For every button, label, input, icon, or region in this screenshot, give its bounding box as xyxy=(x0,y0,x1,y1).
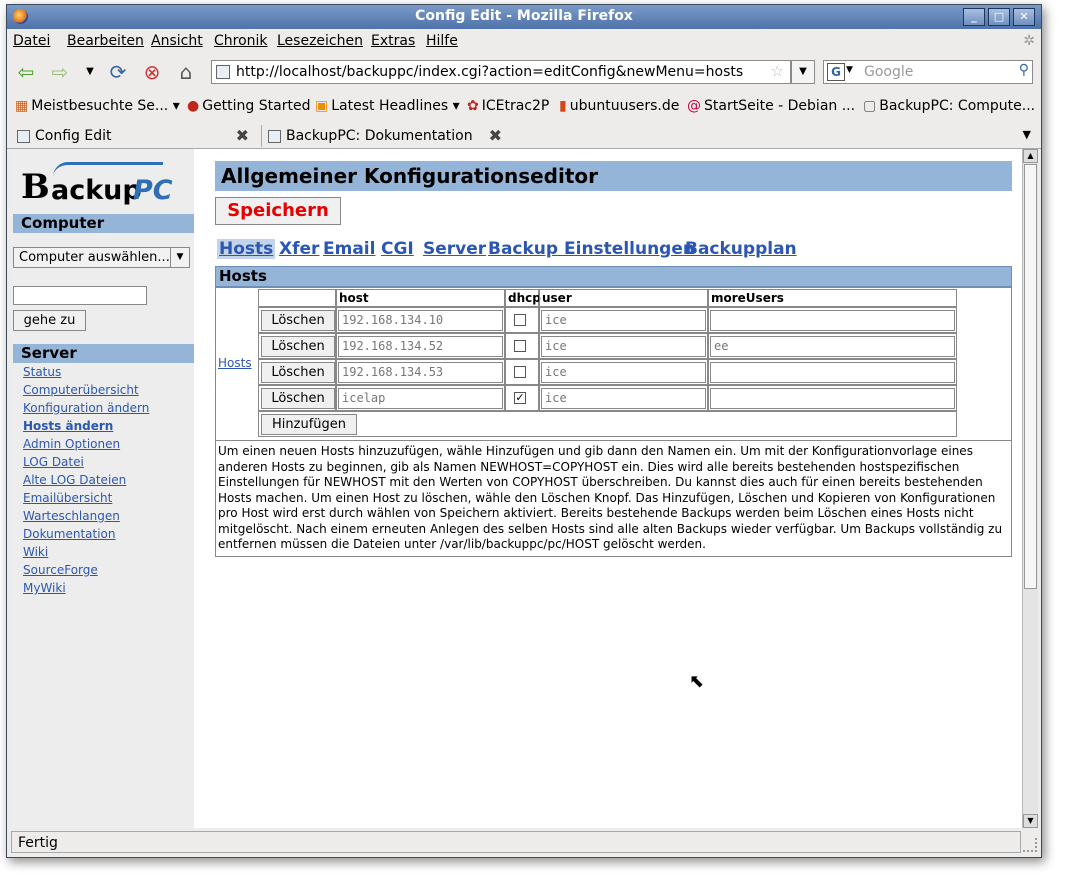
sidebar-item-email[interactable]: Emailübersicht xyxy=(23,491,113,505)
title-bar xyxy=(7,5,1041,29)
browser-window xyxy=(6,4,1042,858)
hosts-table xyxy=(215,287,1012,441)
bookmark-label: StartSeite - Debian ... xyxy=(704,98,856,114)
sidebar-item-docs[interactable]: Dokumentation xyxy=(23,527,116,541)
sidebar-item-wiki[interactable]: Wiki xyxy=(23,545,49,559)
menu-datei[interactable]: Datei xyxy=(13,33,51,49)
save-button[interactable]: Speichern xyxy=(215,197,341,225)
bookmark-label: Meistbesuchte Se... xyxy=(31,98,169,114)
host-input[interactable] xyxy=(13,286,147,305)
more-users-input[interactable]: ee xyxy=(710,336,955,357)
computer-heading: Computer xyxy=(13,214,194,233)
tab-hosts[interactable]: Hosts xyxy=(219,239,274,259)
stop-icon[interactable]: ⊗ xyxy=(143,60,161,84)
tab-backup-schedule[interactable]: Backupplan xyxy=(685,239,797,259)
mouse-pointer-icon: ⬉ xyxy=(689,671,705,692)
window-title: Config Edit - Mozilla Firefox xyxy=(415,8,633,24)
hosts-doc-link[interactable]: Hosts xyxy=(218,356,252,370)
url-dropdown-icon[interactable]: ▼ xyxy=(791,60,815,84)
header-dhcp: dhcp xyxy=(505,289,539,307)
delete-button[interactable]: Löschen xyxy=(261,388,335,409)
home-icon[interactable]: ⌂ xyxy=(179,60,193,84)
header-user: user xyxy=(539,289,708,307)
scroll-thumb[interactable] xyxy=(1024,164,1037,589)
tab-xfer[interactable]: Xfer xyxy=(279,239,320,259)
status-text: Fertig xyxy=(11,831,1021,853)
sidebar-item-mywiki[interactable]: MyWiki xyxy=(23,581,66,595)
more-users-cell xyxy=(708,385,957,411)
bookmark-getting-started[interactable]: ● Getting Started xyxy=(187,98,311,114)
section-heading: Hosts xyxy=(215,266,1012,287)
host-input[interactable]: icelap xyxy=(338,388,503,409)
sidebar-links xyxy=(23,365,149,599)
close-window-button[interactable]: ✕ xyxy=(1013,8,1035,26)
host-cell xyxy=(336,307,505,333)
host-input[interactable]: 192.168.134.52 xyxy=(338,336,503,357)
add-host-button[interactable]: Hinzufügen xyxy=(261,414,357,435)
reload-icon[interactable]: ⟳ xyxy=(109,60,127,84)
user-cell xyxy=(539,333,708,359)
bookmark-startseite-debian[interactable]: @ StartSeite - Debian ... xyxy=(687,98,856,114)
dhcp-checkbox[interactable] xyxy=(514,340,526,352)
search-icon[interactable]: ⚲ xyxy=(1018,62,1029,78)
maximize-button[interactable]: □ xyxy=(988,8,1010,26)
user-input[interactable]: ice xyxy=(541,310,706,331)
user-cell xyxy=(539,359,708,385)
chevron-down-icon[interactable]: ▼ xyxy=(170,248,189,267)
page-favicon xyxy=(216,65,230,79)
more-users-cell xyxy=(708,359,957,385)
sidebar-item-computeruebersicht[interactable]: Computerübersicht xyxy=(23,383,139,397)
host-input[interactable]: 192.168.134.10 xyxy=(338,310,503,331)
sidebar-item-sourceforge[interactable]: SourceForge xyxy=(23,563,98,577)
dhcp-checkbox[interactable] xyxy=(514,314,526,326)
page-title: Allgemeiner Konfigurationseditor xyxy=(215,161,1012,191)
host-input[interactable]: 192.168.134.53 xyxy=(338,362,503,383)
dhcp-cell xyxy=(505,359,539,385)
host-cell xyxy=(336,385,505,411)
throbber-icon: ✲ xyxy=(1023,33,1035,49)
bookmark-icetrac2p[interactable]: ✿ ICEtrac2P xyxy=(467,98,550,114)
bookmark-label: ubuntuusers.de xyxy=(569,98,680,114)
help-text: Um einen neuen Hosts hinzuzufügen, wähle Hinzufügen und gib dann den Namen ein. Um mit der Konfigurationvorlage eines anderen Hosts zu beginnen, gib als Namen NEWHOST=COPYHOST ein. Dies wird alle bereits bestehenden hostspezifischen Einstellungen für NEWHOST mit den Werten von COPYHOST überschreiben. Du kannst dies auch für einen bereits bestehenden Hosts machen. Um einen Host zu löschen, wähle den Löschen Knopf. Das Hinzufügen, Löschen und Kopieren von Konfigurationen pro Host wird erst durch wählen von Speichern aktiviert. Bereits bestehende Backups werden beim Löschen eines Hosts nicht mitgelöscht. Nach einem erneuten Anlegen des selben Hosts sind alle alten Backups wieder verfügbar. Um Backups vollständig zu entfernen müssen die Dateien unter /var/lib/backuppc/pc/HOST gelöscht werden. xyxy=(215,440,1012,557)
host-select-value: Computer auswählen... xyxy=(19,250,170,265)
delete-button[interactable]: Löschen xyxy=(261,310,335,331)
host-cell xyxy=(336,333,505,359)
more-users-cell xyxy=(708,333,957,359)
tab-favicon xyxy=(268,130,281,143)
more-users-input[interactable] xyxy=(710,388,955,409)
navigation-toolbar xyxy=(7,55,1041,89)
bookmark-star-icon[interactable]: ☆ xyxy=(770,62,784,80)
dhcp-cell xyxy=(505,333,539,359)
sidebar-item-status[interactable]: Status xyxy=(23,365,62,379)
sidebar-item-log[interactable]: LOG Datei xyxy=(23,455,84,469)
url-bar[interactable] xyxy=(211,60,791,84)
tab-backup-settings[interactable]: Backup Einstellungen xyxy=(488,239,695,259)
bookmark-label: Getting Started xyxy=(202,98,311,114)
bookmark-label: BackupPC: Compute... xyxy=(879,98,1036,114)
more-users-input[interactable] xyxy=(710,310,955,331)
history-dropdown-icon[interactable]: ▼ xyxy=(86,66,94,77)
user-input[interactable]: ice xyxy=(541,362,706,383)
close-tab-icon[interactable]: ✖ xyxy=(235,126,249,145)
scroll-up-icon[interactable]: ▲ xyxy=(1023,149,1038,163)
sidebar-item-admin[interactable]: Admin Optionen xyxy=(23,437,121,451)
google-engine-icon[interactable]: G xyxy=(827,63,845,81)
host-cell xyxy=(336,359,505,385)
header-more-users: moreUsers xyxy=(708,289,957,307)
resize-grip-icon[interactable] xyxy=(1023,838,1037,852)
menu-bearbeiten[interactable]: Bearbeiten xyxy=(67,33,144,49)
delete-button[interactable]: Löschen xyxy=(261,336,335,357)
page-content xyxy=(11,149,1022,828)
bookmark-label: Latest Headlines xyxy=(331,98,449,114)
tab-dokumentation[interactable] xyxy=(261,125,510,147)
header-host: host xyxy=(336,289,505,307)
scroll-down-icon[interactable]: ▼ xyxy=(1023,814,1038,828)
tab-cgi[interactable]: CGI xyxy=(381,239,414,259)
sidebar-item-hosts[interactable]: Hosts ändern xyxy=(23,419,114,433)
dhcp-checkbox-checked[interactable]: ✓ xyxy=(515,391,525,404)
user-input[interactable]: ice xyxy=(541,336,706,357)
search-placeholder[interactable]: Google xyxy=(864,64,914,80)
header-empty xyxy=(258,289,336,307)
table-row xyxy=(258,359,336,385)
user-input[interactable]: ice xyxy=(541,388,706,409)
user-cell xyxy=(539,385,708,411)
bookmark-ubuntuusers[interactable]: ▮ ubuntuusers.de xyxy=(559,98,680,114)
tab-label: BackupPC: Dokumentation xyxy=(286,128,473,144)
back-icon[interactable]: ⇦ xyxy=(17,60,35,84)
sidebar-item-old-logs[interactable]: Alte LOG Dateien xyxy=(23,473,127,487)
add-row xyxy=(258,411,957,437)
dhcp-cell xyxy=(505,385,539,411)
tab-email[interactable]: Email xyxy=(323,239,376,259)
tab-label: Config Edit xyxy=(35,128,112,144)
dhcp-checkbox[interactable] xyxy=(514,366,526,378)
bookmark-meistbesuchte[interactable]: ▦ Meistbesuchte Se... ▾ xyxy=(15,98,180,114)
minimize-button[interactable]: _ xyxy=(963,8,985,26)
menu-bar xyxy=(7,30,1041,52)
backuppc-logo[interactable]: B ackup PC xyxy=(21,161,171,205)
bookmark-label: ICEtrac2P xyxy=(481,98,550,114)
url-text[interactable]: http://localhost/backuppc/index.cgi?action=editConfig&newMenu=hosts xyxy=(236,64,744,80)
tab-bar xyxy=(7,123,1041,149)
vertical-scrollbar[interactable] xyxy=(1022,149,1038,828)
menu-ansicht[interactable]: Ansicht xyxy=(151,33,203,49)
bookmark-backuppc[interactable]: ▢ BackupPC: Compute... xyxy=(863,98,1036,114)
sidebar-item-queues[interactable]: Warteschlangen xyxy=(23,509,120,523)
table-row xyxy=(258,333,336,359)
bookmark-latest-headlines[interactable]: ▣ Latest Headlines ▾ xyxy=(315,98,460,114)
dhcp-cell xyxy=(505,307,539,333)
table-row xyxy=(258,385,336,411)
server-heading: Server xyxy=(13,344,194,363)
forward-icon[interactable]: ⇨ xyxy=(51,60,69,84)
engine-dropdown-icon[interactable]: ▼ xyxy=(846,65,853,75)
menu-hilfe[interactable]: Hilfe xyxy=(426,33,458,49)
tab-favicon xyxy=(17,130,30,143)
host-select[interactable] xyxy=(13,247,190,268)
more-users-input[interactable] xyxy=(710,362,955,383)
tab-server[interactable]: Server xyxy=(423,239,487,259)
tab-config-edit[interactable] xyxy=(11,125,257,147)
sidebar-item-konfiguration[interactable]: Konfiguration ändern xyxy=(23,401,150,415)
menu-chronik[interactable]: Chronik xyxy=(214,33,268,49)
menu-extras[interactable]: Extras xyxy=(371,33,416,49)
tabs-list-icon[interactable]: ▼ xyxy=(1022,128,1031,141)
sidebar xyxy=(11,149,194,828)
delete-button[interactable]: Löschen xyxy=(261,362,335,383)
search-box[interactable] xyxy=(823,60,1033,84)
go-button[interactable]: gehe zu xyxy=(13,310,86,331)
close-tab-icon[interactable]: ✖ xyxy=(488,126,502,145)
user-cell xyxy=(539,307,708,333)
menu-lesezeichen[interactable]: Lesezeichen xyxy=(277,33,363,49)
status-bar xyxy=(7,830,1041,856)
bookmarks-toolbar xyxy=(7,93,1041,121)
table-row xyxy=(258,307,336,333)
more-users-cell xyxy=(708,307,957,333)
